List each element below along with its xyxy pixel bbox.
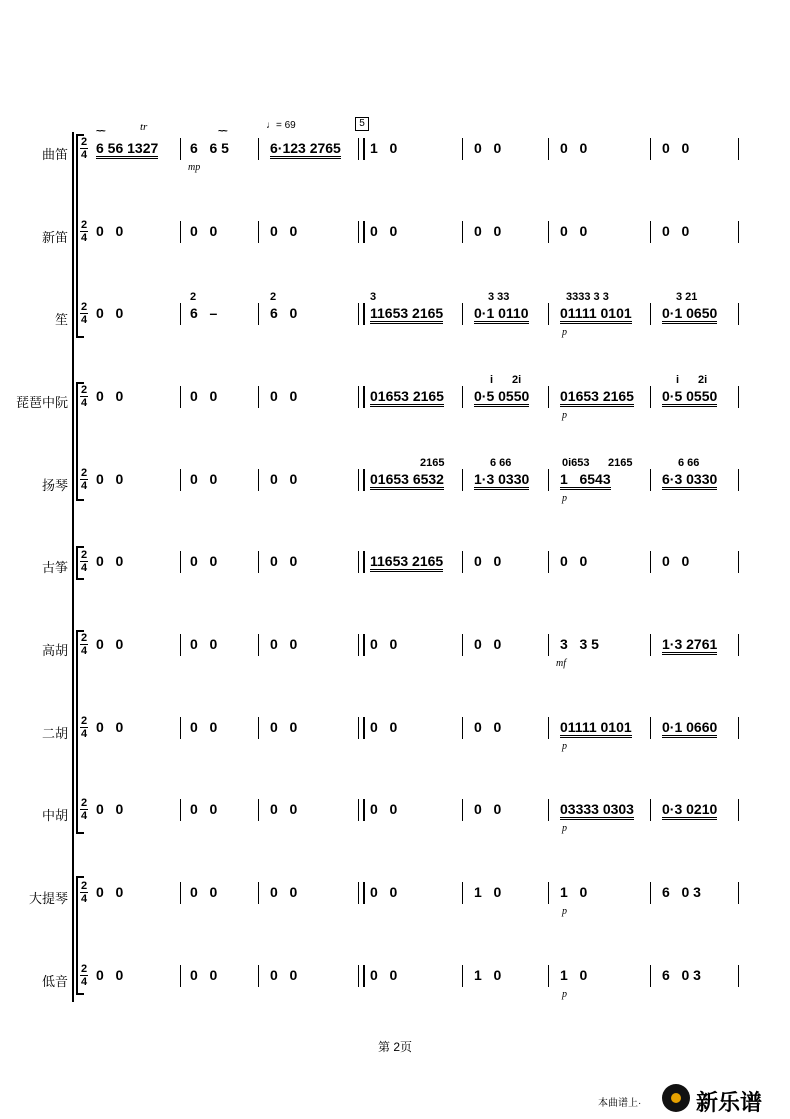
- barline: [548, 221, 549, 243]
- measure: 0 0: [370, 884, 398, 900]
- tempo-value: = 69: [276, 120, 296, 131]
- measure: 03333 0303: [560, 801, 634, 820]
- dynamic-mark: p: [562, 989, 567, 1000]
- barline: [738, 386, 739, 408]
- barline: [258, 221, 259, 243]
- measure: 0 0: [270, 967, 298, 983]
- staff-row: [0, 374, 790, 421]
- barline: [548, 965, 549, 987]
- barline: [180, 799, 181, 821]
- rehearsal-mark: 5: [355, 117, 369, 131]
- barline: [462, 551, 463, 573]
- time-signature: [78, 797, 90, 822]
- measure: 0 0: [96, 553, 124, 569]
- instrument-name: 新笛: [41, 230, 68, 245]
- measure: 0·5 0550: [662, 388, 717, 407]
- measure: 0 0: [560, 553, 588, 569]
- barline: [738, 469, 739, 491]
- instrument-name: 曲笛: [41, 147, 68, 162]
- measure: 0 0: [560, 140, 588, 156]
- measure: 0 0: [190, 388, 218, 404]
- measure: 0 0: [474, 801, 502, 817]
- barline: [358, 965, 365, 987]
- barline: [180, 386, 181, 408]
- barline: [738, 717, 739, 739]
- staff-row: [0, 215, 790, 255]
- measure: 1·3 2761: [662, 636, 717, 655]
- barline: [650, 717, 651, 739]
- barline: [738, 799, 739, 821]
- barline: [258, 386, 259, 408]
- octave-mark: 6 66: [678, 457, 700, 469]
- barline: [358, 469, 365, 491]
- barline: [548, 799, 549, 821]
- instrument-name: 笙: [54, 312, 68, 327]
- time-signature-bottom: 4: [80, 149, 88, 161]
- measure: 0 0: [270, 471, 298, 487]
- measure: 0·5 0550: [474, 388, 529, 407]
- instrument-name: 大提琴: [28, 891, 68, 906]
- dynamic-mark: p: [562, 741, 567, 752]
- barline: [358, 882, 365, 904]
- measure: 0 0: [370, 223, 398, 239]
- measure: 0 0: [474, 553, 502, 569]
- octave-mark: 2i: [512, 374, 522, 386]
- barline: [462, 882, 463, 904]
- measure: 0 0: [270, 884, 298, 900]
- barline: [650, 799, 651, 821]
- octave-mark: 3333 3 3: [566, 291, 609, 303]
- barline: [548, 386, 549, 408]
- octave-mark: 2165: [608, 457, 633, 469]
- barline: [548, 469, 549, 491]
- barline: [738, 634, 739, 656]
- trill-mark: tr: [140, 121, 148, 133]
- instrument-name: 二胡: [41, 726, 68, 741]
- mordent-mark-1: ~~: [96, 126, 104, 137]
- measure: 1 0: [370, 140, 398, 156]
- time-signature: [78, 384, 90, 409]
- barline: [548, 717, 549, 739]
- measure: 0 0: [474, 140, 502, 156]
- measure: 6 0 3: [662, 967, 701, 983]
- barline: [650, 386, 651, 408]
- measure: 1 0: [474, 884, 502, 900]
- record-logo-icon: [662, 1084, 690, 1112]
- staff-row: [0, 876, 790, 916]
- measure: 1 0: [474, 967, 502, 983]
- time-signature: [78, 880, 90, 905]
- staff-row: [0, 132, 790, 172]
- staff-row: [0, 628, 790, 668]
- barline: [548, 634, 549, 656]
- time-signature-bottom: 4: [80, 976, 88, 988]
- measure: 6 56 1327: [96, 140, 158, 159]
- measure: 0 0: [662, 140, 690, 156]
- barline: [180, 634, 181, 656]
- barline: [650, 138, 651, 160]
- staff-row: [0, 793, 790, 833]
- barline: [258, 717, 259, 739]
- instrument-name: 低音: [41, 974, 68, 989]
- barline: [462, 634, 463, 656]
- measure: 1 0: [560, 884, 588, 900]
- measure: 0 0: [370, 636, 398, 652]
- barline: [650, 551, 651, 573]
- measure: 0 0: [270, 223, 298, 239]
- measure: 6·123 2765: [270, 140, 341, 159]
- staff-row: [0, 959, 790, 999]
- barline: [650, 634, 651, 656]
- barline: [462, 221, 463, 243]
- octave-mark: i: [676, 374, 680, 386]
- measure: 6 0: [270, 305, 298, 321]
- time-signature-top: 2: [80, 219, 88, 231]
- octave-mark: 6 66: [490, 457, 512, 469]
- barline: [358, 138, 365, 160]
- measure: 3 3 5: [560, 636, 599, 652]
- mordent-mark-2: ~~: [218, 126, 226, 137]
- measure: 0 0: [96, 388, 124, 404]
- measure: 01111 0101: [560, 719, 632, 738]
- measure: 0 0: [270, 801, 298, 817]
- tempo-mark: ♩= 69: [266, 120, 296, 131]
- octave-mark: 3 33: [488, 291, 510, 303]
- measure: 0 0: [190, 636, 218, 652]
- barline: [650, 221, 651, 243]
- measure: 01653 2165: [370, 388, 444, 407]
- time-signature: [78, 301, 90, 326]
- measure: 0 0: [96, 636, 124, 652]
- measure: 6 6 5: [190, 140, 229, 156]
- barline: [358, 717, 365, 739]
- measure: 0 0: [96, 305, 124, 321]
- barline: [180, 965, 181, 987]
- barline: [180, 469, 181, 491]
- barline: [738, 221, 739, 243]
- measure: 11653 2165: [370, 553, 443, 572]
- barline: [180, 303, 181, 325]
- octave-mark: i: [490, 374, 494, 386]
- instrument-name: 古筝: [41, 560, 68, 575]
- measure: 6 0 3: [662, 884, 701, 900]
- barline: [738, 138, 739, 160]
- time-signature-bottom: 4: [80, 314, 88, 326]
- barline: [258, 799, 259, 821]
- watermark-brand: 新乐谱: [696, 1090, 763, 1115]
- measure: 0 0: [370, 967, 398, 983]
- time-signature-top: 2: [80, 384, 88, 396]
- time-signature-top: 2: [80, 467, 88, 479]
- measure: 11653 2165: [370, 305, 443, 324]
- instrument-name: 高胡: [41, 643, 68, 658]
- time-signature: [78, 632, 90, 657]
- time-signature-top: 2: [80, 136, 88, 148]
- time-signature-bottom: 4: [80, 893, 88, 905]
- octave-mark: 2: [190, 291, 197, 303]
- measure: 01111 0101: [560, 305, 632, 324]
- time-signature-bottom: 4: [80, 562, 88, 574]
- time-signature-top: 2: [80, 880, 88, 892]
- barline: [462, 717, 463, 739]
- barline: [462, 138, 463, 160]
- dynamic-mark: p: [562, 823, 567, 834]
- instrument-name: 琵琶中阮: [15, 395, 68, 410]
- measure: 0 0: [190, 884, 218, 900]
- dynamic-mark: p: [562, 327, 567, 338]
- barline: [258, 634, 259, 656]
- barline: [650, 303, 651, 325]
- time-signature-bottom: 4: [80, 232, 88, 244]
- barline: [738, 965, 739, 987]
- measure: 0·3 0210: [662, 801, 717, 820]
- time-signature-bottom: 4: [80, 397, 88, 409]
- time-signature: [78, 715, 90, 740]
- time-signature-top: 2: [80, 632, 88, 644]
- measure: 0·1 0110: [474, 305, 529, 324]
- measure: 0 0: [190, 471, 218, 487]
- barline: [462, 469, 463, 491]
- barline: [358, 303, 365, 325]
- barline: [462, 799, 463, 821]
- measure: 1 0: [560, 967, 588, 983]
- barline: [462, 303, 463, 325]
- measure: 0 0: [270, 553, 298, 569]
- barline: [180, 221, 181, 243]
- measure: 0 0: [474, 223, 502, 239]
- barline: [358, 221, 365, 243]
- barline: [462, 386, 463, 408]
- measure: 01653 6532: [370, 471, 444, 490]
- barline: [548, 551, 549, 573]
- time-signature: [78, 136, 90, 161]
- measure: 0 0: [96, 719, 124, 735]
- octave-mark: 0i653: [562, 457, 590, 469]
- barline: [180, 551, 181, 573]
- dynamic-mark: p: [562, 906, 567, 917]
- barline: [358, 551, 365, 573]
- barline: [650, 469, 651, 491]
- measure: 0·1 0660: [662, 719, 717, 738]
- barline: [738, 551, 739, 573]
- watermark: [598, 1082, 788, 1116]
- barline: [258, 965, 259, 987]
- dynamic-mark: p: [562, 410, 567, 421]
- time-signature-top: 2: [80, 963, 88, 975]
- octave-mark: 2165: [420, 457, 445, 469]
- barline: [358, 799, 365, 821]
- barline: [180, 717, 181, 739]
- measure: 0 0: [270, 719, 298, 735]
- barline: [258, 551, 259, 573]
- barline: [358, 634, 365, 656]
- measure: 0 0: [190, 967, 218, 983]
- watermark-prefix: 本曲谱上·: [598, 1098, 642, 1109]
- dynamic-mark: mp: [188, 162, 201, 173]
- barline: [258, 303, 259, 325]
- octave-mark: 3: [370, 291, 377, 303]
- octave-mark: 2: [270, 291, 277, 303]
- measure: 0 0: [474, 636, 502, 652]
- staff-row: [0, 457, 790, 504]
- measure: 0 0: [96, 471, 124, 487]
- measure: 1·3 0330: [474, 471, 529, 490]
- time-signature: [78, 963, 90, 988]
- time-signature-top: 2: [80, 301, 88, 313]
- measure: 0 0: [190, 223, 218, 239]
- barline: [462, 965, 463, 987]
- instrument-name: 扬琴: [41, 478, 68, 493]
- barline: [258, 469, 259, 491]
- measure: 01653 2165: [560, 388, 634, 407]
- barline: [548, 882, 549, 904]
- measure: 0 0: [96, 884, 124, 900]
- measure: 0 0: [270, 636, 298, 652]
- barline: [650, 965, 651, 987]
- measure: 0 0: [560, 223, 588, 239]
- measure: 0 0: [474, 719, 502, 735]
- barline: [650, 882, 651, 904]
- measure: 0·1 0650: [662, 305, 717, 324]
- page-number: 第 2页: [377, 1040, 412, 1054]
- barline: [258, 138, 259, 160]
- time-signature-bottom: 4: [80, 480, 88, 492]
- time-signature-bottom: 4: [80, 728, 88, 740]
- staff-row: [0, 545, 790, 585]
- time-signature-top: 2: [80, 797, 88, 809]
- measure: 0 0: [190, 719, 218, 735]
- staff-row: [0, 711, 790, 751]
- instrument-name: 中胡: [41, 808, 68, 823]
- time-signature-bottom: 4: [80, 810, 88, 822]
- measure: 0 0: [96, 801, 124, 817]
- measure: 0 0: [662, 553, 690, 569]
- time-signature-top: 2: [80, 549, 88, 561]
- measure: 6·3 0330: [662, 471, 717, 490]
- staff-row: [0, 291, 790, 338]
- dynamic-mark: mf: [556, 658, 566, 669]
- measure: 6 –: [190, 305, 218, 321]
- measure: 0 0: [370, 801, 398, 817]
- barline: [180, 138, 181, 160]
- measure: 0 0: [370, 719, 398, 735]
- time-signature: [78, 219, 90, 244]
- time-signature-bottom: 4: [80, 645, 88, 657]
- time-signature: [78, 467, 90, 492]
- time-signature-top: 2: [80, 715, 88, 727]
- barline: [548, 303, 549, 325]
- octave-mark: 3 21: [676, 291, 698, 303]
- barline: [180, 882, 181, 904]
- octave-mark: 2i: [698, 374, 708, 386]
- measure: 0 0: [662, 223, 690, 239]
- barline: [358, 386, 365, 408]
- measure: 0 0: [96, 967, 124, 983]
- barline: [258, 882, 259, 904]
- measure: 0 0: [270, 388, 298, 404]
- dynamic-mark: p: [562, 493, 567, 504]
- measure: 0 0: [190, 553, 218, 569]
- barline: [738, 882, 739, 904]
- barline: [548, 138, 549, 160]
- measure: 1 6543: [560, 471, 611, 490]
- measure: 0 0: [190, 801, 218, 817]
- time-signature: [78, 549, 90, 574]
- measure: 0 0: [96, 223, 124, 239]
- barline: [738, 303, 739, 325]
